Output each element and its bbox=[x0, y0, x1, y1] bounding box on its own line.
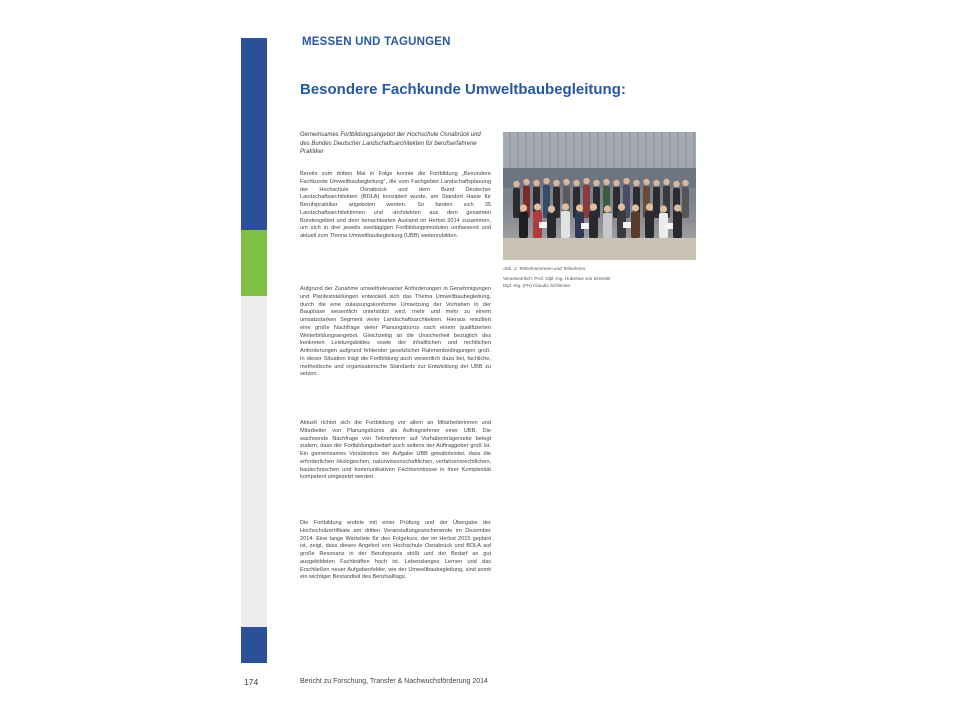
article-title: Besondere Fachkunde Umweltbaubegleitung: bbox=[300, 81, 626, 98]
figure-credits-1: Verantwortlich: Prof. Dipl.-Ing. Hubertus von Dressler bbox=[503, 276, 611, 282]
sidebar-bar-blue-top bbox=[241, 38, 267, 230]
body-paragraph-2: Aufgrund der Zunahme umweltrelevanter Anforderungen in Genehmigungen und Planfeststellungen entwickelt sich das Thema Umweltbaubegleitung, durch die eine zulassungskonforme Umsetzung der Vorhaben in der Bauphase wesentlich unterstützt wird, mehr und mehr zu einem umsatzstarken Segment vieler Landschaftsarchitekten. Hieraus resultiert eine große Nachfrage vieler Planungsbüros nach einem qualifizierten Weiterbildungsangebot. Gleichzeitig ist die Unsicherheit bezüglich des konkreten Leistungsbildes sowie der inhaltlichen und rechtlichen Anforderungen aufgrund fehlender gesetzlicher Rahmenbedingungen groß. In dieser Situation trägt die Fortbildung auch wesentlich dazu bei, fachliche, methodische und organisatorische Standards zur Entwicklung der UBB zu setzen. bbox=[300, 286, 491, 378]
body-paragraph-1: Bereits zum dritten Mal in Folge konnte die Fortbildung „Besondere Fachkunde Umweltbaubegleitung“, die vom Fachgebiet Landschaftsplanung der Hochschule Osnabrück und dem Bund Deutscher Landschaftsarchitekten (BDLA) konzipiert wurde, am Standort Haste für Berufspraktiker angeboten werden. So fanden sich 35 Landschaftsarchitektinnen und -architekten aus dem gesamten Bundesgebiet und dem benachbarten Ausland im Herbst 2014 zusammen, um sich in drei jeweils zweitägigen Fortbildungsmodulen umfassend und aktuell zum Thema Umweltbaubegleitung (UBB) weiterzubilden. bbox=[300, 171, 491, 239]
footer-publication: Bericht zu Forschung, Transfer & Nachwuchsförderung 2014 bbox=[300, 678, 488, 685]
sidebar-bar-blue-bottom bbox=[241, 627, 267, 663]
group-photo bbox=[503, 132, 696, 260]
figure-credits-2: Dipl.-Ing. (FH) Claudia Schliemer bbox=[503, 282, 571, 288]
body-paragraph-4: Die Fortbildung endete mit einer Prüfung und der Übergabe der Hochschulzertifikate am dritten Veranstaltungswochenende im Dezember 2014. Eine lange Warteliste für den Folgekurs, der im Herbst 2015 geplant ist, zeigt, dass dieses Angebot von Hochschule Osnabrück und BDLA auf große Resonanz in der Berufspraxis stößt und der Bedarf an gut ausgebildeten Fachkräften hoch ist. Lebenslanges Lernen und das Erschließen neuer Aufgabenfelder, wie der Umweltbaubegleitung, sind somit ein wichtiger Bestandteil des Berufsalltags. bbox=[300, 520, 491, 581]
section-label: MESSEN UND TAGUNGEN bbox=[302, 36, 451, 48]
photo-crowd bbox=[509, 178, 691, 248]
figure-caption-block bbox=[503, 266, 698, 289]
article-intro: Gemeinsames Fortbildungsangebot der Hochschule Osnabrück und des Bundes Deutscher Landschaftsarchitekten für berufserfahrene Praktiker bbox=[300, 132, 481, 156]
sidebar-bar-gray bbox=[241, 296, 267, 627]
sidebar-bar-green bbox=[241, 230, 267, 296]
figure-caption: Abb. 1: Teilnehmerinnen und Teilnehmer bbox=[503, 266, 586, 271]
photo-ceiling bbox=[503, 132, 696, 168]
body-paragraph-3: Aktuell richtet sich die Fortbildung vor allem an Mitarbeiterinnen und Mitarbeiter von Planungsbüros als Auftragnehmer einer UBB. Die wachsende Nachfrage von Teilnehmern auf Vorhabenträgerseite belegt zudem, dass der Fortbildungsbedarf auch seitens der Auftraggeber groß ist. Ein gemeinsames Verständnis der Aufgabe UBB gewährleistet, dass die erforderlichen ökologischen, naturwissenschaftlichen, verfahrensrechtlichen, bautechnischen und kommunikativen Fachkenntnisse in ihrer Komplexität kompetent umgesetzt werden. bbox=[300, 420, 491, 481]
page-number: 174 bbox=[244, 677, 259, 687]
